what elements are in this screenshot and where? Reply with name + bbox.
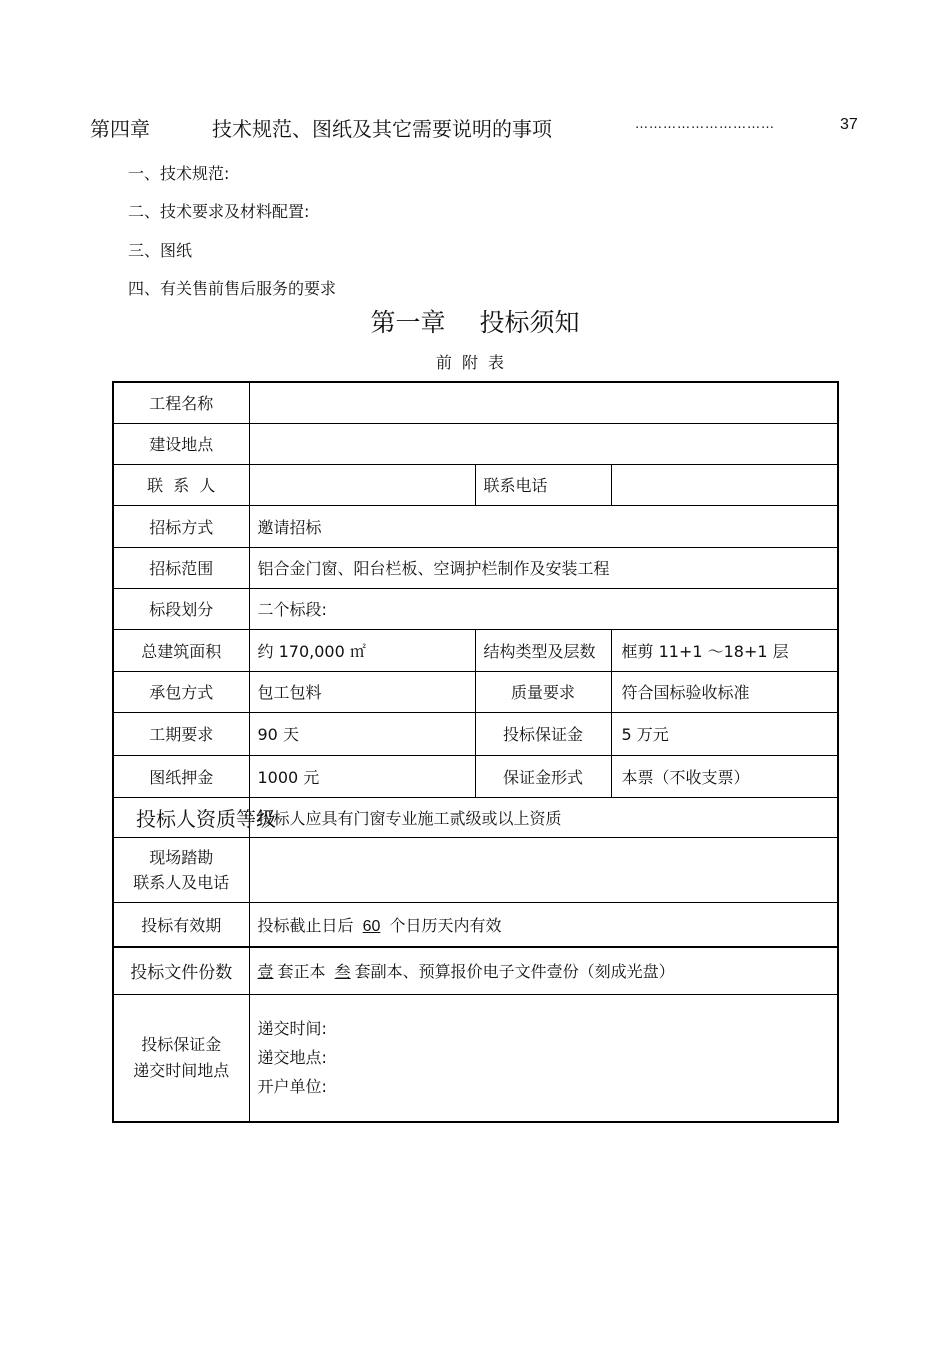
site-label: 建设地点 — [113, 423, 249, 464]
toc-leader-dots: ………………………… — [635, 117, 775, 132]
submit-place: 递交地点: — [257, 1048, 327, 1068]
toc-subitem: 三、图纸 — [128, 241, 193, 260]
contact-cell — [249, 464, 475, 505]
site-visit-label-line1: 现场踏勘 — [149, 847, 214, 867]
deposit-label: 图纸押金 — [113, 755, 249, 797]
area-label: 总建筑面积 — [113, 629, 249, 671]
project-name-label: 工程名称 — [113, 382, 249, 423]
submit-details — [249, 994, 838, 1122]
bond-form-label: 保证金形式 — [475, 755, 611, 797]
table-row — [113, 947, 838, 994]
chapter-title: 投标须知 — [479, 308, 580, 337]
site-visit-cell — [249, 837, 838, 902]
bond-value: 5 万元 — [611, 712, 838, 755]
table-row — [113, 505, 838, 547]
site-visit-label — [113, 837, 249, 902]
quality-value: 符合国标验收标准 — [611, 671, 838, 712]
copies-text-2: 套副本、预算报价电子文件壹份（刻成光盘） — [354, 962, 675, 982]
scope-value: 铝合金门窗、阳台栏板、空调护栏制作及安装工程 — [249, 547, 838, 588]
structure-value: 框剪 11+1 ～18+1 层 — [611, 629, 838, 671]
toc-chapter: 第四章 — [90, 117, 150, 141]
area-value: 约 170,000 ㎡ — [249, 629, 475, 671]
qualification-value: 投标人应具有门窗专业施工贰级或以上资质 — [249, 797, 838, 837]
toc-entry — [90, 113, 870, 141]
toc-subitem: 二、技术要求及材料配置: — [128, 202, 310, 221]
copies-original-count: 壹 — [257, 962, 274, 982]
table-row — [113, 588, 838, 629]
structure-label: 结构类型及层数 — [475, 629, 611, 671]
site-cell — [249, 423, 838, 464]
bond-form-value: 本票（不收支票） — [611, 755, 838, 797]
lots-label: 标段划分 — [113, 588, 249, 629]
bond-label: 投标保证金 — [475, 712, 611, 755]
qualification-label: 投标人资质等级 — [136, 806, 276, 831]
validity-post: 个日历天内有效 — [389, 915, 502, 935]
lots-value: 二个标段: — [249, 588, 838, 629]
table-row — [113, 755, 838, 797]
chapter-heading — [0, 303, 950, 339]
toc-subitem: 四、有关售前售后服务的要求 — [128, 279, 337, 298]
table-row — [113, 994, 838, 1122]
project-name-cell — [249, 382, 838, 423]
validity-pre: 投标截止日后 — [257, 915, 354, 935]
tender-method-label: 招标方式 — [113, 505, 249, 547]
period-label: 工期要求 — [113, 712, 249, 755]
site-visit-label-line2: 联系人及电话 — [133, 872, 230, 892]
table-row — [113, 671, 838, 712]
contact-label: 联 系 人 — [113, 464, 249, 505]
tender-method-value: 邀请招标 — [249, 505, 838, 547]
bid-info-table — [112, 381, 839, 1123]
chapter-number: 第一章 — [370, 308, 446, 337]
copies-text-1: 套正本 — [277, 962, 326, 982]
submit-account: 开户单位: — [257, 1077, 327, 1097]
table-row — [113, 797, 838, 837]
period-value: 90 天 — [249, 712, 475, 755]
table-row — [113, 547, 838, 588]
table-row — [113, 423, 838, 464]
contract-label: 承包方式 — [113, 671, 249, 712]
validity-label: 投标有效期 — [113, 902, 249, 947]
contract-value: 包工包料 — [249, 671, 475, 712]
table-title: 前附表 — [435, 353, 514, 372]
submit-label-line2: 递交时间地点 — [133, 1060, 230, 1080]
submit-label — [113, 994, 249, 1122]
submit-label-line1: 投标保证金 — [141, 1034, 222, 1054]
table-row — [113, 629, 838, 671]
phone-cell — [611, 464, 838, 505]
table-row — [113, 837, 838, 902]
toc-page-number: 37 — [840, 116, 858, 133]
phone-label: 联系电话 — [475, 464, 611, 505]
toc-title: 技术规范、图纸及其它需要说明的事项 — [212, 117, 552, 141]
copies-label: 投标文件份数 — [113, 947, 249, 994]
table-row — [113, 712, 838, 755]
table-row — [113, 382, 838, 423]
validity-value — [249, 902, 838, 947]
toc-subitem: 一、技术规范: — [128, 164, 230, 183]
copies-value — [249, 947, 838, 994]
table-row — [113, 902, 838, 947]
deposit-value: 1000 元 — [249, 755, 475, 797]
scope-label: 招标范围 — [113, 547, 249, 588]
copies-duplicate-count: 叁 — [334, 962, 351, 982]
quality-label: 质量要求 — [475, 671, 611, 712]
validity-days: 60 — [362, 917, 381, 935]
table-row — [113, 464, 838, 505]
submit-time: 递交时间: — [257, 1019, 327, 1039]
